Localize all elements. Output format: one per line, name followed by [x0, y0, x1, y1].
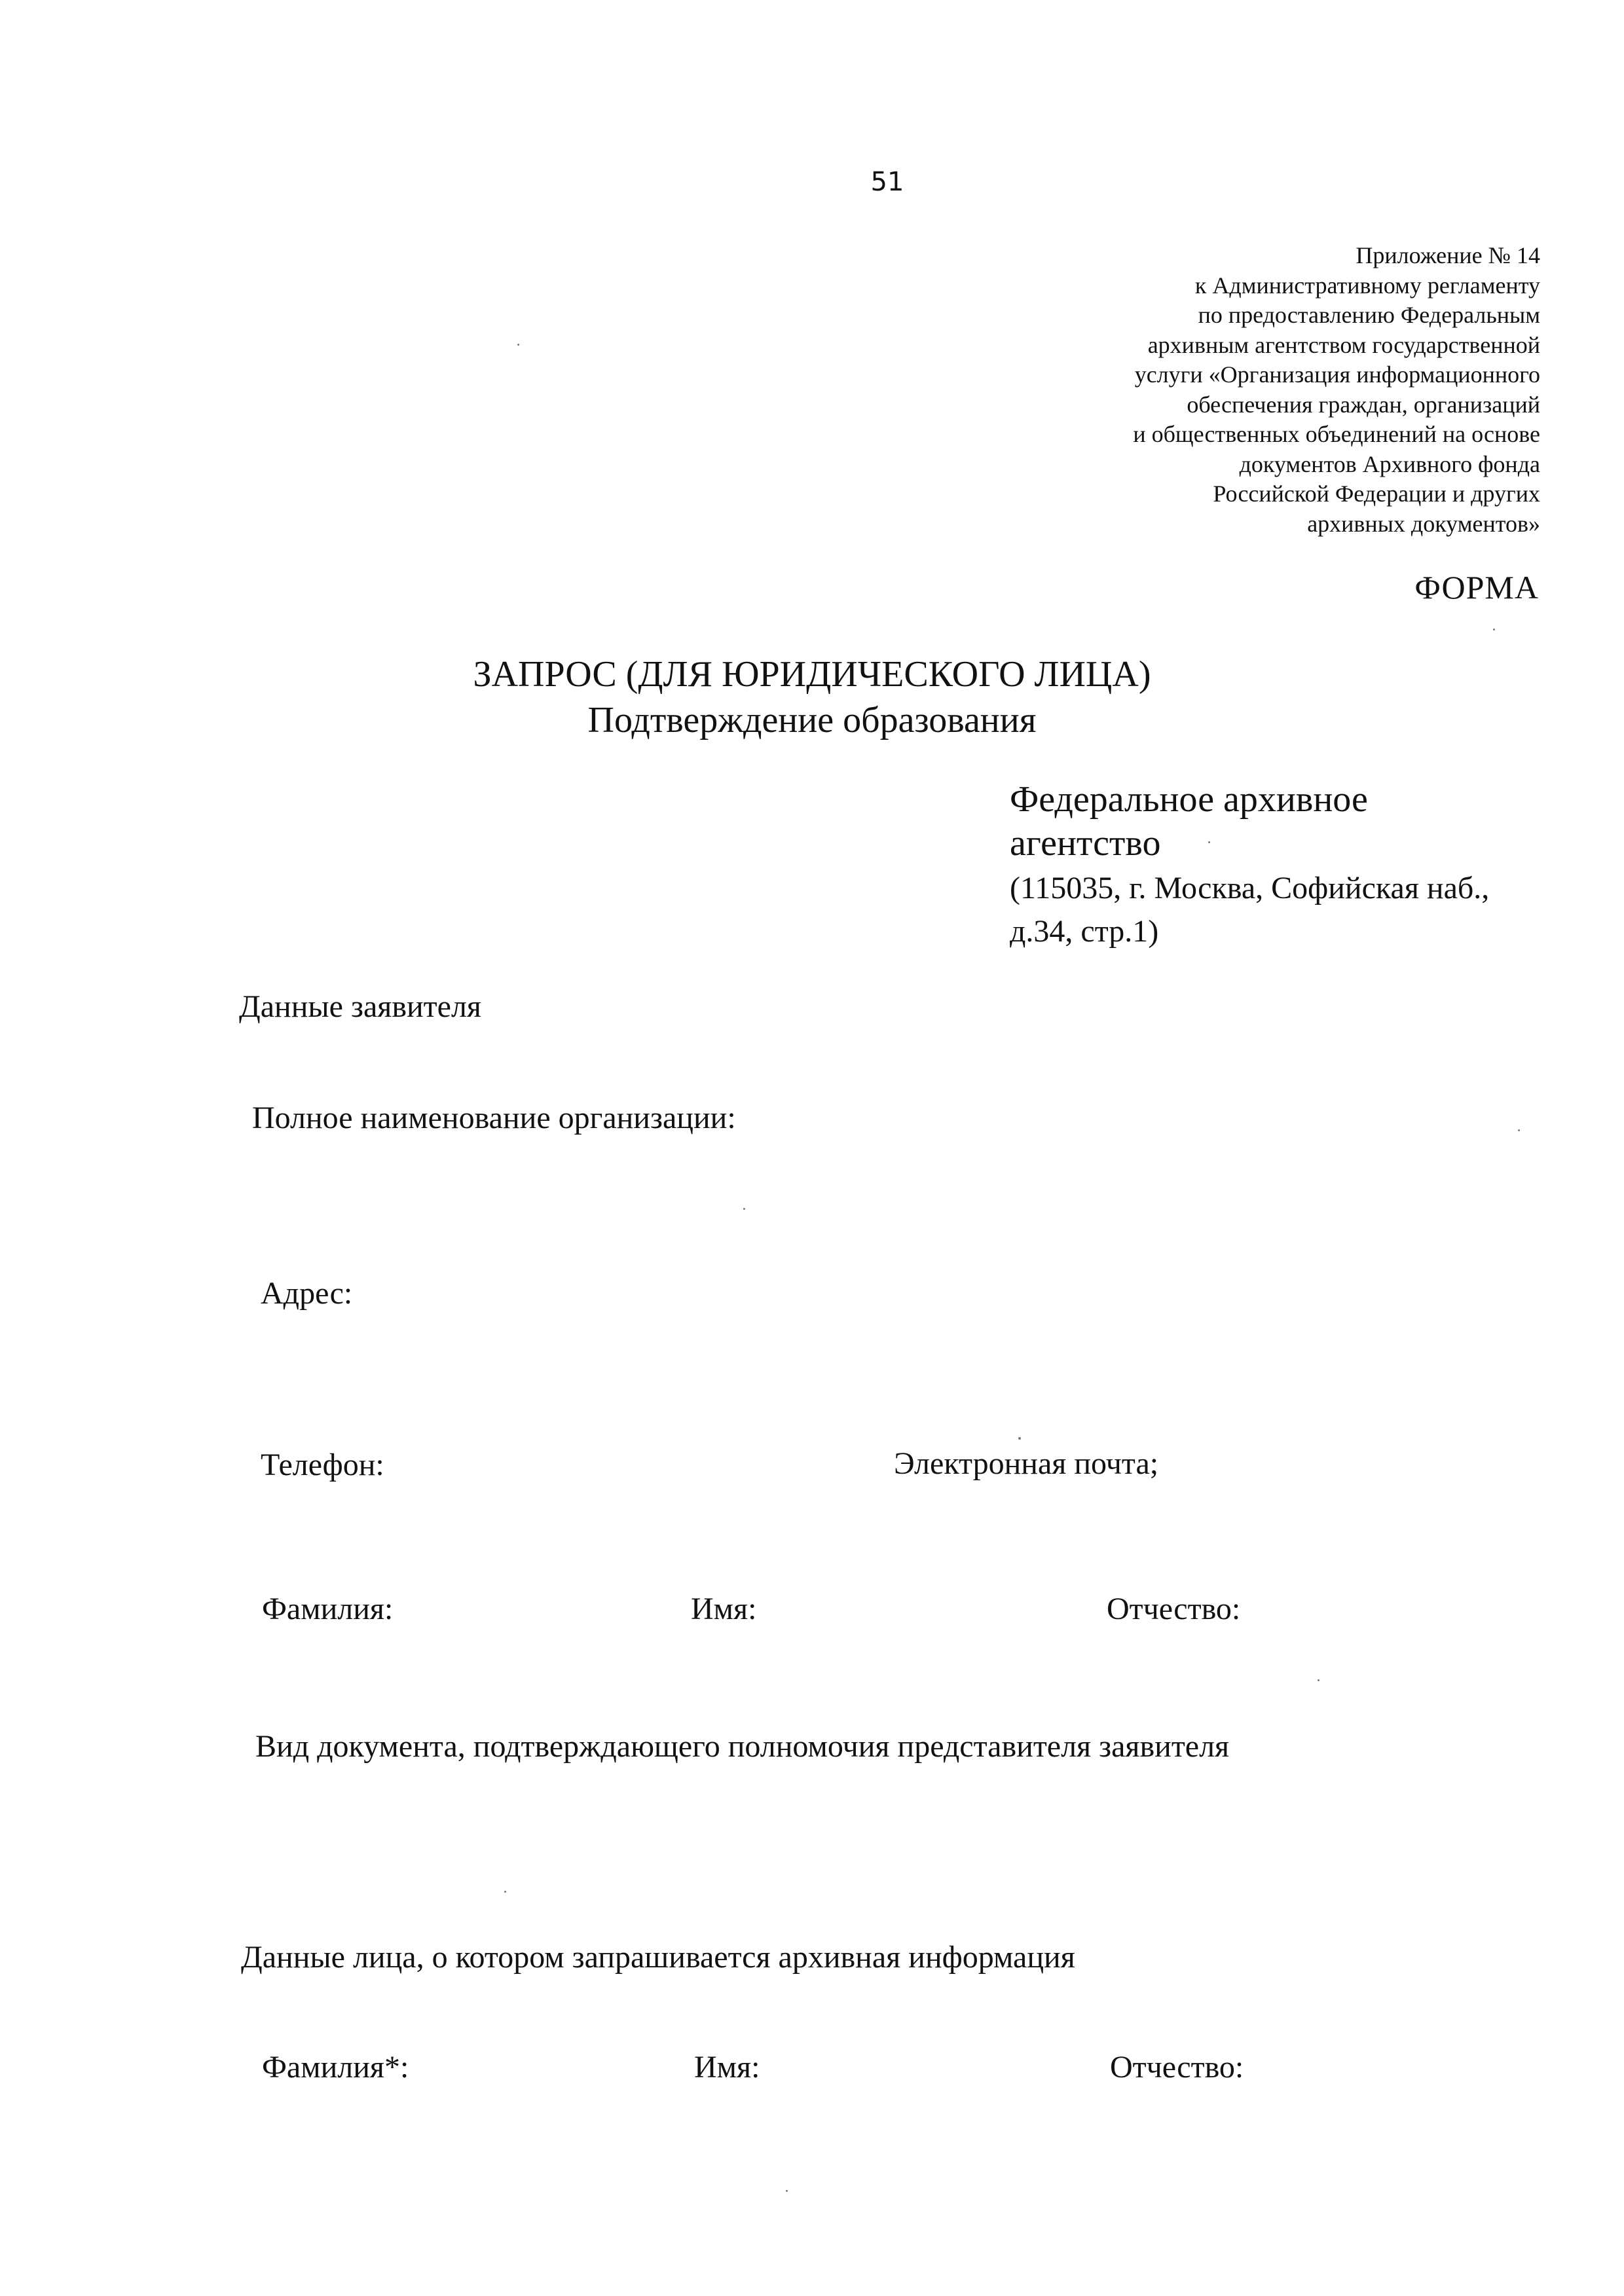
appendix-line: Российской Федерации и других	[1213, 481, 1540, 507]
scan-speck	[743, 1208, 745, 1210]
addressee-org-line: агентство	[1010, 823, 1161, 864]
subject-surname-label: Фамилия*:	[262, 2050, 409, 2085]
address-label: Адрес:	[261, 1276, 353, 1311]
document-title	[0, 651, 1624, 743]
scan-speck	[1318, 1679, 1320, 1681]
addressee-org-line: Федеральное архивное	[1010, 779, 1368, 820]
appendix-line: архивным агентством государственной	[1147, 331, 1540, 358]
appendix-line: и общественных объединений на основе	[1133, 421, 1540, 447]
applicant-surname-label: Фамилия:	[262, 1592, 394, 1626]
appendix-line: услуги «Организация информационного	[1134, 361, 1540, 388]
appendix-line: документов Архивного фонда	[1239, 450, 1540, 477]
appendix-line: архивных документов»	[1307, 510, 1540, 537]
phone-label: Телефон:	[261, 1448, 384, 1482]
email-label: Электронная почта;	[894, 1446, 1159, 1481]
scan-speck	[786, 2190, 788, 2192]
appendix-reference	[885, 241, 1540, 539]
form-label: ФОРМА	[1414, 569, 1539, 606]
addressee-block	[1010, 778, 1489, 952]
scan-speck	[1208, 841, 1210, 843]
scan-speck	[1018, 1437, 1021, 1440]
scan-speck	[504, 1891, 506, 1893]
scan-speck	[1493, 629, 1495, 630]
title-subtitle: Подтверждение образования	[587, 700, 1037, 740]
scan-speck	[517, 344, 519, 346]
scan-speck	[1518, 1129, 1520, 1131]
applicant-name-label: Имя:	[691, 1592, 757, 1626]
title-main: ЗАПРОС (ДЛЯ ЮРИДИЧЕСКОГО ЛИЦА)	[473, 654, 1151, 695]
applicant-section-title: Данные заявителя	[239, 989, 481, 1024]
appendix-line: по предоставлению Федеральным	[1198, 302, 1540, 328]
applicant-patronymic-label: Отчество:	[1107, 1592, 1241, 1626]
appendix-line: к Административному регламенту	[1194, 272, 1540, 299]
subject-patronymic-label: Отчество:	[1110, 2050, 1244, 2085]
appendix-line: обеспечения граждан, организаций	[1187, 391, 1540, 418]
org-name-label: Полное наименование организации:	[252, 1101, 736, 1135]
subject-name-label: Имя:	[694, 2050, 760, 2085]
authority-document-label: Вид документа, подтверждающего полномочия представителя заявителя	[255, 1729, 1230, 1764]
subject-section-title: Данные лица, о котором запрашивается архивная информация	[241, 1940, 1075, 1975]
addressee-address-line: (115035, г. Москва, Софийская наб.,	[1010, 871, 1490, 905]
addressee-address-line: д.34, стр.1)	[1010, 914, 1159, 949]
appendix-line: Приложение № 14	[1356, 242, 1540, 268]
page-number: 51	[870, 167, 904, 197]
